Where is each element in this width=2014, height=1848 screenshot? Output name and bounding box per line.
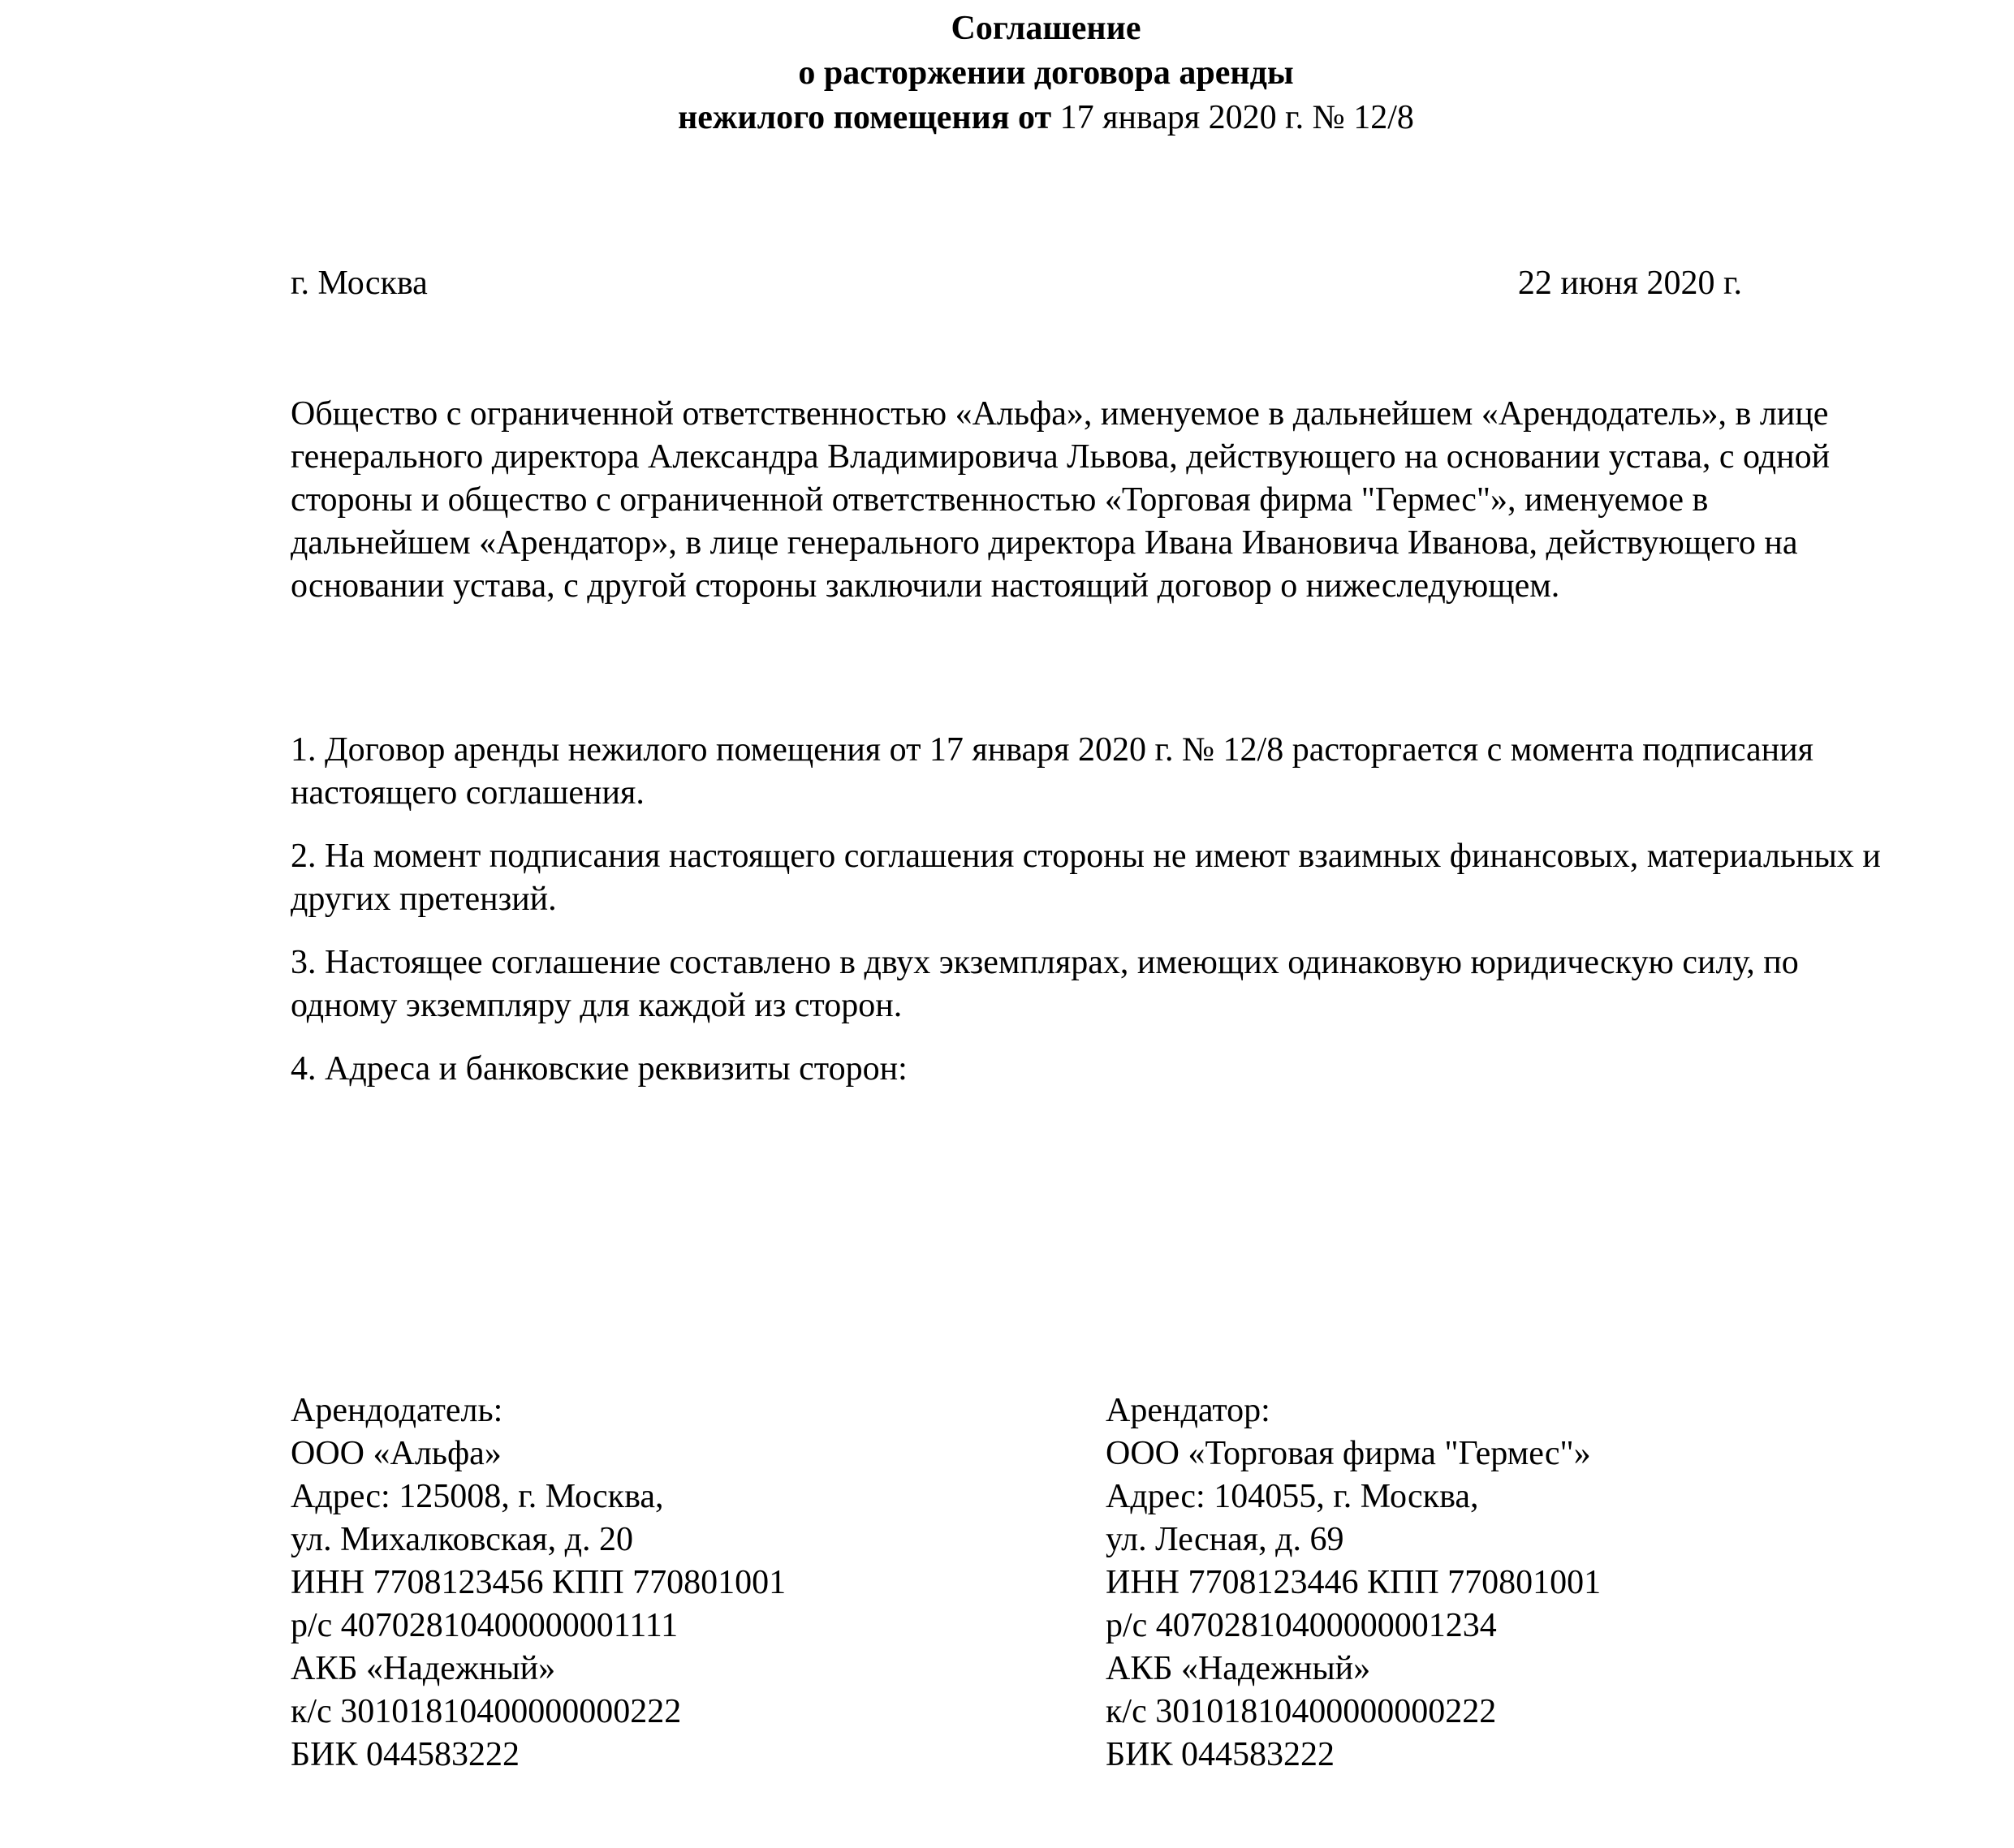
date: 22 июня 2020 г. xyxy=(1517,265,1742,302)
tenant-name: ООО «Торговая фирма "Гермес"» xyxy=(1106,1435,1591,1472)
title-line-3-date: 17 января 2020 г. № 12/8 xyxy=(1059,99,1414,136)
clauses-list xyxy=(291,729,1882,1111)
tenant-role: Арендатор: xyxy=(1106,1392,1270,1429)
tenant-inn-kpp: ИНН 7708123446 КПП 770801001 xyxy=(1106,1564,1602,1601)
landlord-address-line-2: ул. Михалковская, д. 20 xyxy=(291,1521,633,1558)
preamble-paragraph: Общество с ограниченной ответственностью «Альфа», именуемое в дальнейшем «Арендодатель», в лице генерального директора Александра Владимировича Львова, действующего на основании устава, с одной стороны и общество с ограниченной ответственностью «Торговая фирма "Гермес"», именуемое в дальнейшем «Арендатор», в лице генерального директора Ивана Ивановича Иванова, действующего на основании устава, с другой стороны заключили настоящий договор о нижеследующем. xyxy=(291,395,1831,605)
landlord-name: ООО «Альфа» xyxy=(291,1435,502,1472)
tenant-corr-account: к/с 30101810400000000222 xyxy=(1106,1693,1497,1730)
tenant-bik: БИК 044583222 xyxy=(1106,1736,1335,1773)
clause-1: 1. Договор аренды нежилого помещения от 17 января 2020 г. № 12/8 расторгается с момента подписания настоящего соглашения. xyxy=(291,731,1813,812)
landlord-address-line-1: Адрес: 125008, г. Москва, xyxy=(291,1478,664,1515)
title-line-3 xyxy=(39,96,2014,140)
tenant-account: р/с 40702810400000001234 xyxy=(1106,1607,1497,1644)
title-line-1: Соглашение xyxy=(951,10,1141,47)
landlord-inn-kpp: ИНН 7708123456 КПП 770801001 xyxy=(291,1564,787,1601)
title-line-2: о расторжении договора аренды xyxy=(798,54,1294,92)
document-title xyxy=(39,6,2014,140)
tenant-address-line-1: Адрес: 104055, г. Москва, xyxy=(1106,1478,1479,1515)
title-line-3-bold: нежилого помещения от xyxy=(678,99,1052,136)
clause-3: 3. Настоящее соглашение составлено в двух экземплярах, имеющих одинаковую юридическую силу, по одному экземпляру для каждой из сторон. xyxy=(291,944,1799,1024)
clause-4: 4. Адреса и банковские реквизиты сторон: xyxy=(291,1050,908,1088)
place: г. Москва xyxy=(291,265,428,302)
landlord-bik: БИК 044583222 xyxy=(291,1736,520,1773)
tenant-address-line-2: ул. Лесная, д. 69 xyxy=(1106,1521,1344,1558)
landlord-corr-account: к/с 30101810400000000222 xyxy=(291,1693,682,1730)
landlord-role: Арендодатель: xyxy=(291,1392,503,1429)
landlord-bank: АКБ «Надежный» xyxy=(291,1650,556,1687)
landlord-details xyxy=(291,1389,786,1777)
tenant-bank: АКБ «Надежный» xyxy=(1106,1650,1371,1687)
landlord-account: р/с 40702810400000001111 xyxy=(291,1607,679,1644)
clause-2: 2. На момент подписания настоящего соглашения стороны не имеют взаимных финансовых, материальных и других претензий. xyxy=(291,838,1881,918)
tenant-details xyxy=(1106,1389,1601,1777)
